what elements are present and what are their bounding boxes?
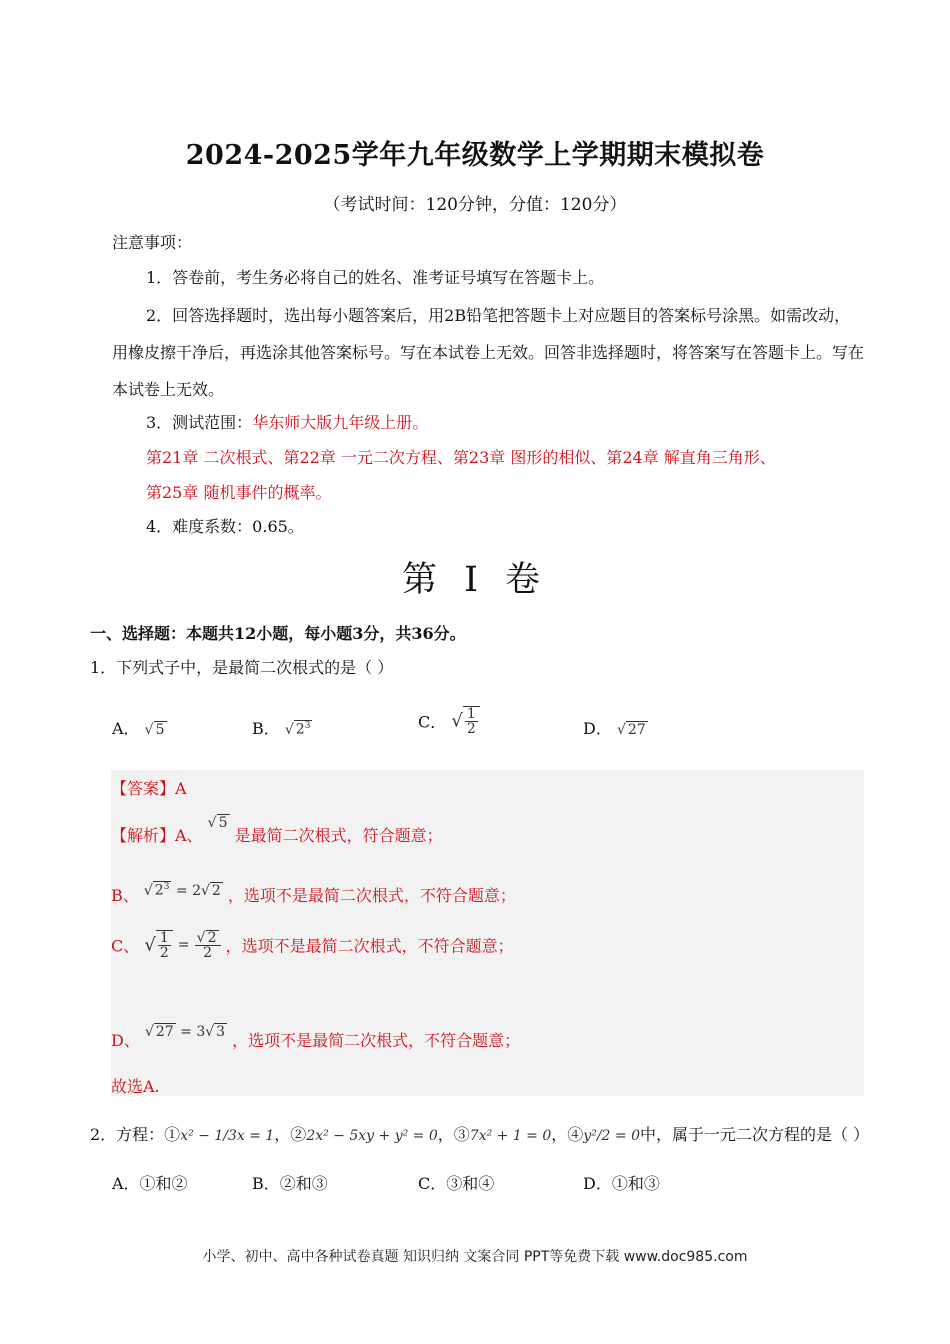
q2-eq2: 2x² − 5xy + y² = 0 xyxy=(306,1128,438,1144)
q1-stem: 1．下列式子中，是最简二次根式的是（ ） xyxy=(90,658,394,677)
q1-analysis-b-res: = 2 xyxy=(175,883,201,899)
note-item-4: 4．难度系数：0.65。 xyxy=(146,517,304,536)
q1-analysis-a-text: 是最简二次根式，符合题意； xyxy=(234,826,443,845)
q1-analysis-b: B、 √ $2^3 = 2√$ 2 ，选项不是最简二次根式，不符合题意； xyxy=(111,882,516,905)
q1-option-b: B． √ $2^3$ xyxy=(252,719,311,738)
q2-sep3: ，③ xyxy=(437,1125,470,1144)
q1-analysis-c-res-den: 2 xyxy=(203,945,213,961)
page-title: 2024-2025学年九年级数学上学期期末模拟卷 xyxy=(185,140,765,171)
q2-eq1: x² − 1/3x = 1 xyxy=(180,1128,275,1144)
exam-info: （考试时间：120分钟，分值：120分） xyxy=(323,195,627,215)
q2-eq4: y²/2 = 0 xyxy=(583,1128,640,1144)
q1-analysis-a-math: 5 xyxy=(218,815,228,831)
q2-option-b: B．②和③ xyxy=(252,1174,328,1193)
q2-option-c: C．③和④ xyxy=(418,1174,495,1193)
q1-analysis-label: 【解析】A、 xyxy=(111,826,203,845)
q1-option-a: A． √ 5 xyxy=(112,719,165,738)
section-heading: 一、选择题：本题共12小题，每小题3分，共36分。 xyxy=(90,624,466,643)
q1-analysis-c-den: 2 xyxy=(159,945,169,961)
q1-option-b-label: B． xyxy=(252,719,280,738)
q2-stem-suffix: 中，属于一元二次方程的是（ ） xyxy=(639,1125,870,1144)
q2-eq3: 7x² + 1 = 0 xyxy=(469,1128,552,1144)
q1-option-b-exp: 3 xyxy=(304,721,311,732)
q1-analysis-d-res-rad: 3 xyxy=(216,1024,226,1040)
q1-option-a-label: A． xyxy=(112,719,140,738)
q1-conclusion: 故选A. xyxy=(111,1077,160,1096)
q1-analysis-d-rad: 27 xyxy=(155,1024,174,1040)
note-item-3-chapters-2: 第25章 随机事件的概率。 xyxy=(146,483,332,502)
q1-analysis-b-text: ，选项不是最简二次根式，不符合题意； xyxy=(227,886,516,905)
q1-analysis-b-res-rad: 2 xyxy=(211,883,221,899)
page-footer: 小学、初中、高中各种试卷真题 知识归纳 文案合同 PPT等免费下载 www.doc985.com xyxy=(202,1249,748,1265)
q2-stem xyxy=(90,1122,869,1145)
q1-analysis-d-label: D、 xyxy=(111,1031,140,1050)
q2-sep2: ，② xyxy=(274,1125,307,1144)
note-item-3-prefix: 3．测试范围： xyxy=(146,413,253,432)
q1-option-c: C． √ $\frac{1}{2}$ xyxy=(418,706,480,736)
q1-analysis-d: D、 √ 27 = 3√ 3 ，选项不是最简二次根式，不符合题意； xyxy=(111,1024,521,1050)
q1-analysis-a: 【解析】A、 √ 5 是最简二次根式，符合题意； xyxy=(111,815,443,845)
q1-option-c-den: 2 xyxy=(466,721,476,737)
q1-answer: 【答案】A xyxy=(111,779,187,798)
q1-option-d: D． √ 27 xyxy=(583,719,646,738)
q1-analysis-b-exp: 3 xyxy=(163,882,170,893)
q2-option-d: D．①和③ xyxy=(583,1174,660,1193)
note-item-1: 1．答卷前，考生务必将自己的姓名、准考证号填写在答题卡上。 xyxy=(146,268,605,287)
q1-analysis-d-text: ，选项不是最简二次根式，不符合题意； xyxy=(232,1031,521,1050)
q1-analysis-b-rad: 2 xyxy=(154,883,164,899)
q1-analysis-c-res-num: 2 xyxy=(207,930,217,946)
q2-sep4: ，④ xyxy=(551,1125,584,1144)
note-item-3 xyxy=(146,410,428,433)
q1-analysis-b-label: B、 xyxy=(111,886,139,905)
note-item-3-value: 华东师大版九年级上册。 xyxy=(252,413,429,432)
q1-option-d-math: 27 xyxy=(627,722,646,738)
q1-analysis-c-num: 1 xyxy=(159,930,169,946)
q1-analysis-c: C、 √ $\frac{1}{2}$ = $\frac{√ 2}{2}$ ，选项不是最简二次根式，不符合题意； xyxy=(111,930,514,961)
notes-heading: 注意事项： xyxy=(112,233,193,252)
q1-analysis-c-eq: = xyxy=(177,937,190,953)
q1-option-c-label: C． xyxy=(418,712,447,732)
q1-analysis-d-res: = 3 xyxy=(180,1024,206,1040)
q1-option-a-math: 5 xyxy=(155,722,165,738)
q1-option-d-label: D． xyxy=(583,719,612,738)
note-item-3-chapters-1: 第21章 二次根式、第22章 一元二次方程、第23章 图形的相似、第24章 解直角三角形、 xyxy=(146,448,776,467)
q1-analysis-c-label: C、 xyxy=(111,936,140,956)
q1-option-b-math: 2 xyxy=(295,722,305,738)
note-item-2: 2．回答选择题时，选出每小题答案后，用2B铅笔把答题卡上对应题目的答案标号涂黑。如需改动，用橡皮擦干净后，再选涂其他答案标号。写在本试卷上无效。回答非选择题时，将答案写在答题卡上。写在本试卷上无效。 xyxy=(112,306,865,399)
volume-heading: 第 I 卷 xyxy=(401,560,549,600)
q1-analysis-c-text: ，选项不是最简二次根式，不符合题意； xyxy=(225,936,514,956)
q1-option-c-num: 1 xyxy=(466,706,476,722)
q2-stem-prefix: 2．方程：① xyxy=(90,1125,181,1144)
q2-option-a: A．①和② xyxy=(112,1174,188,1193)
